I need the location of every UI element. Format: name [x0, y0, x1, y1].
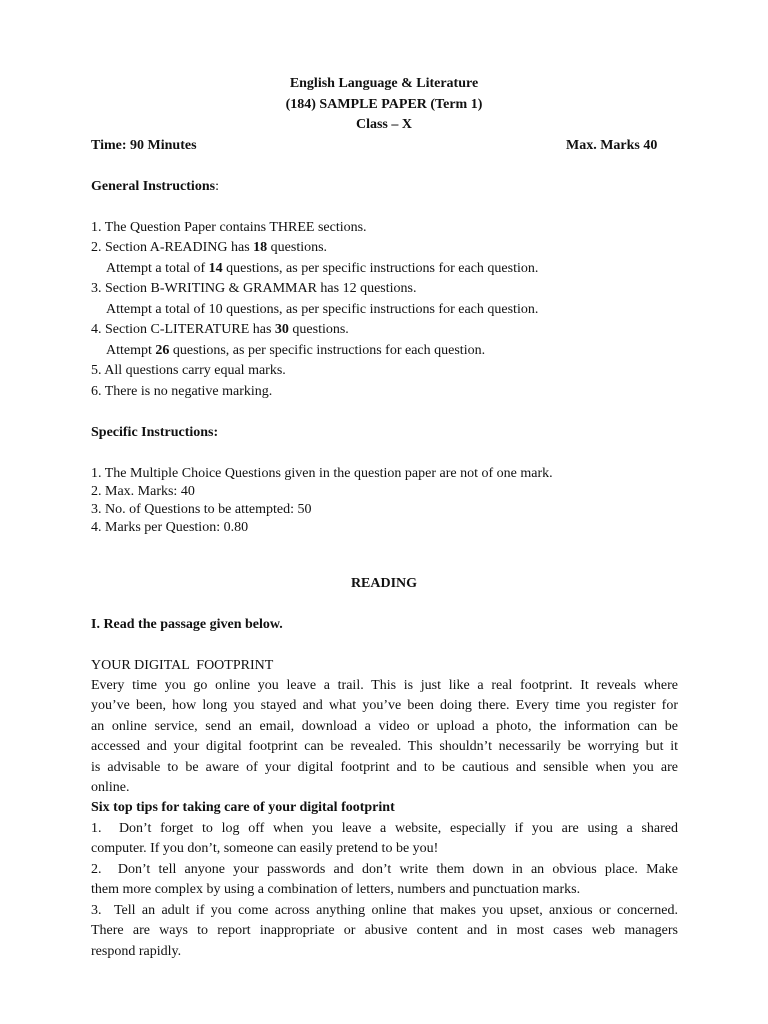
passage-title: YOUR DIGITAL FOOTPRINT [91, 658, 274, 673]
gi3-count: 14 [208, 261, 223, 276]
general-instruction-3: 3. Section B-WRITING & GRAMMAR has 12 questions. [91, 281, 417, 296]
general-instruction-4-detail [106, 342, 485, 360]
tip-1-line-2: computer. If you don’t, someone can easily pretend to be you! [91, 841, 439, 856]
subject-title: English Language & Literature [289, 76, 479, 91]
gi3-text-a: Attempt a total of [106, 261, 209, 276]
general-instruction-3-detail: Attempt a total of 10 questions, as per specific instructions for each question. [106, 302, 539, 317]
specific-instruction-3: 3. No. of Questions to be attempted: 50 [91, 502, 312, 517]
specific-instruction-2: 2. Max. Marks: 40 [91, 484, 195, 499]
gi7-text-a: Attempt [106, 343, 156, 358]
tips-heading: Six top tips for taking care of your digital footprint [91, 800, 395, 815]
paper-title: (184) SAMPLE PAPER (Term 1) [285, 97, 483, 112]
gi2-count: 18 [253, 240, 268, 255]
specific-instruction-1: 1. The Multiple Choice Questions given in the question paper are not of one mark. [91, 466, 553, 481]
passage-line-3: an online service, send an email, download a video or upload a photo, the information can be [91, 719, 678, 734]
tip-3-line-1: 3. Tell an adult if you come across anything online that makes you upset, anxious or concerned. [91, 903, 678, 918]
general-instruction-4 [91, 321, 349, 339]
gi3-text-c: questions, as per specific instructions for each question. [222, 261, 539, 276]
passage-line-4: accessed and your digital footprint can be revealed. This shouldn’t necessarily be worrying but it [91, 739, 678, 754]
gi2-text-c: questions. [267, 240, 328, 255]
gi6-text-a: 4. Section C-LITERATURE has [91, 322, 275, 337]
passage-line-1: Every time you go online you leave a trail. This is just like a real footprint. It reveals where [91, 678, 678, 693]
specific-instruction-4: 4. Marks per Question: 0.80 [91, 520, 249, 535]
tip-3-line-2: There are ways to report inappropriate or abusive content and in most cases web managers [91, 923, 678, 938]
tip-3-line-3: respond rapidly. [91, 944, 182, 959]
reading-question: I. Read the passage given below. [91, 617, 283, 632]
general-instructions-heading [91, 178, 219, 196]
general-instruction-6: 6. There is no negative marking. [91, 384, 273, 399]
general-instruction-5: 5. All questions carry equal marks. [91, 363, 286, 378]
gi6-count: 30 [274, 322, 289, 337]
general-instructions-colon: : [215, 179, 219, 194]
general-instruction-1: 1. The Question Paper contains THREE sections. [91, 220, 367, 235]
general-instructions-heading-text: General Instructions [91, 179, 216, 194]
class-title: Class – X [355, 117, 412, 132]
general-instruction-2 [91, 239, 327, 257]
passage-line-6: online. [91, 780, 130, 795]
passage-line-2: you’ve been, how long you stayed and what you’ve been doing there. Every time you register for [91, 698, 678, 713]
max-marks-label: Max. Marks 40 [566, 138, 658, 153]
tip-2-line-1: 2. Don’t tell anyone your passwords and don’t write them down in an obvious place. Make [91, 862, 678, 877]
reading-section-title: READING [350, 576, 418, 591]
specific-instructions-heading: Specific Instructions: [91, 425, 219, 440]
gi6-text-c: questions. [288, 322, 349, 337]
gi2-text-a: 2. Section A-READING has [91, 240, 254, 255]
tip-1-line-1: 1. Don’t forget to log off when you leave a website, especially if you are using a shared [91, 821, 678, 836]
tip-2-line-2: them more complex by using a combination of letters, numbers and punctuation marks. [91, 882, 581, 897]
gi7-text-c: questions, as per specific instructions for each question. [169, 343, 486, 358]
gi7-count: 26 [155, 343, 170, 358]
passage-line-5: is advisable to be aware of your digital footprint and to be cautious and sensible when you are [91, 760, 678, 775]
time-label: Time: 90 Minutes [91, 138, 197, 153]
general-instruction-2-detail [106, 260, 538, 278]
